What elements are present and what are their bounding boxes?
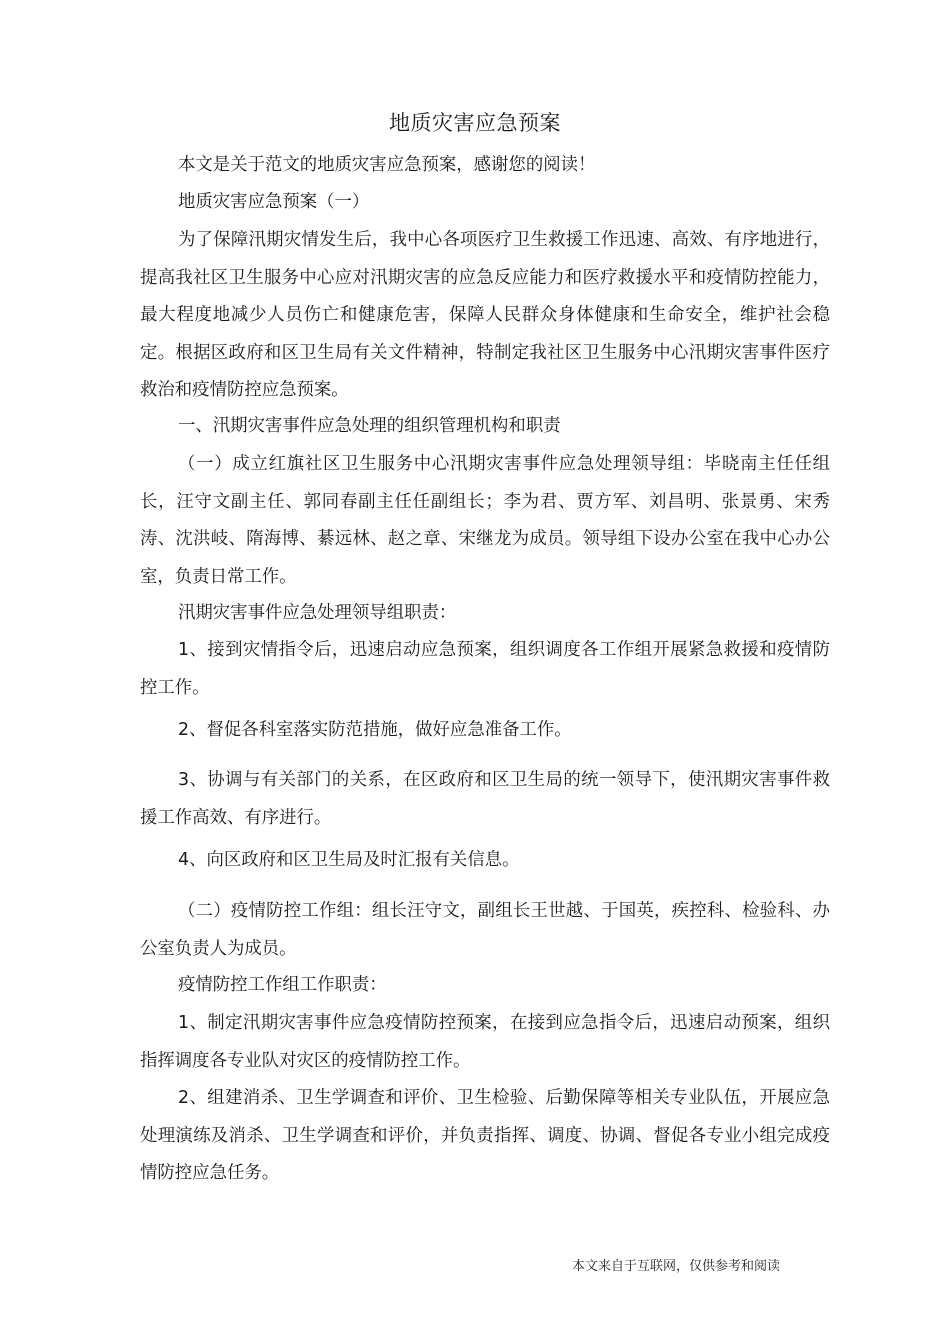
duty-item-2: 2、督促各科室落实防范措施，做好应急准备工作。: [178, 720, 572, 740]
footer-note: 本文来自于互联网，仅供参考和阅读: [572, 1259, 781, 1274]
leadership-group-paragraph: （一）成立红旗社区卫生服务中心汛期灾害事件应急处理领导组：毕晓南主任任组长，汪守文副主任、郭同春副主任任副组长；李为君、贾方军、刘昌明、张景勇、宋秀涛、沈洪岐、隋海博、綦远林、赵之章、宋继龙为成员。领导组下设办公室在我中心办公室，负责日常工作。: [140, 454, 830, 587]
duty-item-4: 4、向区政府和区卫生局及时汇报有关信息。: [178, 850, 520, 870]
intro-paragraph: 本文是关于范文的地质灾害应急预案，感谢您的阅读！: [178, 155, 596, 175]
section-heading-organization: 一、汛期灾害事件应急处理的组织管理机构和职责: [178, 416, 561, 436]
purpose-paragraph: 为了保障汛期灾情发生后，我中心各项医疗卫生救援工作迅速、高效、有序地进行，提高我社区卫生服务中心应对汛期灾害的应急反应能力和医疗救援水平和疫情防控能力，最大程度地减少人员伤亡和健康危害，保障人民群众身体健康和生命安全，维护社会稳定。根据区政府和区卫生局有关文件精神，特制定我社区卫生服务中心汛期灾害事件医疗救治和疫情防控应急预案。: [140, 230, 830, 400]
epidemic-duties-heading: 疫情防控工作组工作职责：: [178, 975, 387, 995]
duty-item-1: 1、接到灾情指令后，迅速启动应急预案，组织调度各工作组开展紧急救援和疫情防控工作。: [140, 640, 830, 698]
document-title: 地质灾害应急预案: [389, 111, 561, 135]
epidemic-duty-item-2: 2、组建消杀、卫生学调查和评价、卫生检验、后勤保障等相关专业队伍，开展应急处理演练及消杀、卫生学调查和评价，并负责指挥、调度、协调、督促各专业小组完成疫情防控应急任务。: [140, 1088, 830, 1183]
epidemic-group-paragraph: （二）疫情防控工作组：组长汪守文，副组长王世越、于国英，疾控科、检验科、办公室负责人为成员。: [140, 901, 830, 959]
duty-item-3: 3、协调与有关部门的关系，在区政府和区卫生局的统一领导下，使汛期灾害事件救援工作高效、有序进行。: [140, 770, 830, 828]
section-heading-plan-one: 地质灾害应急预案（一）: [178, 192, 370, 212]
epidemic-duty-item-1: 1、制定汛期灾害事件应急疫情防控预案，在接到应急指令后，迅速启动预案，组织指挥调度各专业队对灾区的疫情防控工作。: [140, 1013, 830, 1071]
leadership-duties-heading: 汛期灾害事件应急处理领导组职责：: [178, 603, 457, 623]
